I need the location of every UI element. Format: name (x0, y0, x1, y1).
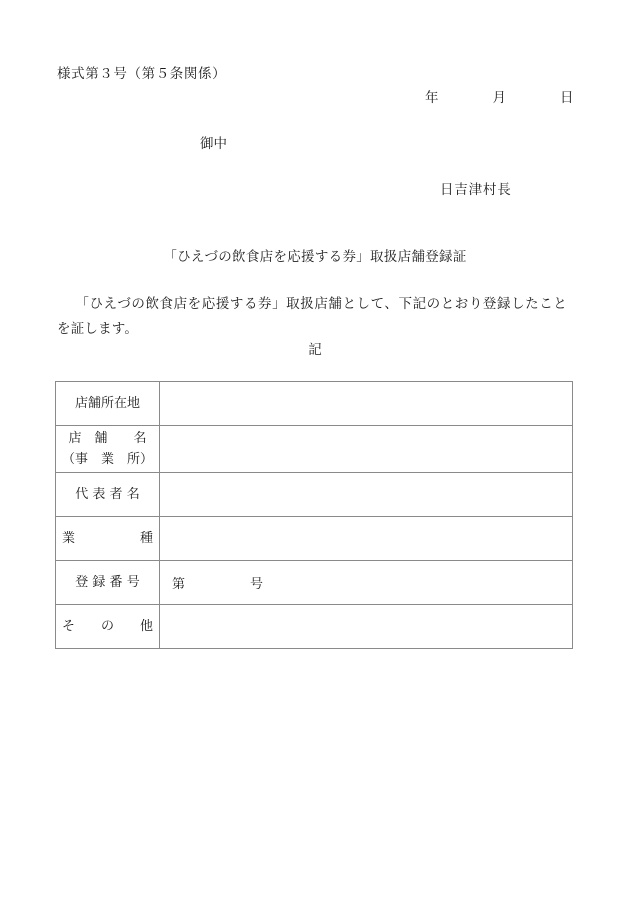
row-value-store-address[interactable] (160, 382, 573, 426)
table-row (56, 473, 573, 517)
row-label-business-type (56, 517, 160, 561)
registration-table (55, 381, 573, 649)
row-label-text: 登 録 番 号 (75, 575, 140, 590)
body-paragraph-text: 「ひえづの飲食店を応援する券」取扱店舗として、下記のとおり登録したことを証します。 (57, 296, 567, 337)
body-paragraph (57, 292, 567, 342)
row-value-text: 第 号 (172, 577, 264, 592)
row-label-text: 業 種 (61, 531, 153, 546)
table-row (56, 605, 573, 649)
row-label-other (56, 605, 160, 649)
date-line: 年 月 日 (425, 90, 574, 106)
row-label-representative-name (56, 473, 160, 517)
page-title: 「ひえづの飲食店を応援する券」取扱店舗登録証 (163, 249, 467, 265)
row-value-business-type[interactable] (160, 517, 573, 561)
row-label-text-secondary: （事 業 所） (61, 452, 153, 467)
table-row (56, 517, 573, 561)
row-label-text: 店舗所在地 (74, 396, 140, 411)
table-row (56, 382, 573, 426)
row-value-representative-name[interactable] (160, 473, 573, 517)
table-row (56, 426, 573, 473)
ki-marker: 記 (308, 342, 322, 358)
row-label-store-address (56, 382, 160, 426)
issuer-name: 日吉津村長 (440, 182, 512, 198)
row-label-registration-number (56, 561, 160, 605)
addressee-label: 御中 (200, 136, 227, 152)
row-label-text: そ の 他 (61, 619, 153, 634)
row-value-other[interactable] (160, 605, 573, 649)
row-value-registration-number[interactable] (160, 561, 573, 605)
row-label-text: 代 表 者 名 (75, 487, 140, 502)
row-label-store-name (56, 426, 160, 473)
table-row (56, 561, 573, 605)
row-value-store-name[interactable] (160, 426, 573, 473)
row-label-text: 店 舗 名 (68, 431, 147, 446)
form-number: 様式第３号（第５条関係） (57, 66, 227, 82)
